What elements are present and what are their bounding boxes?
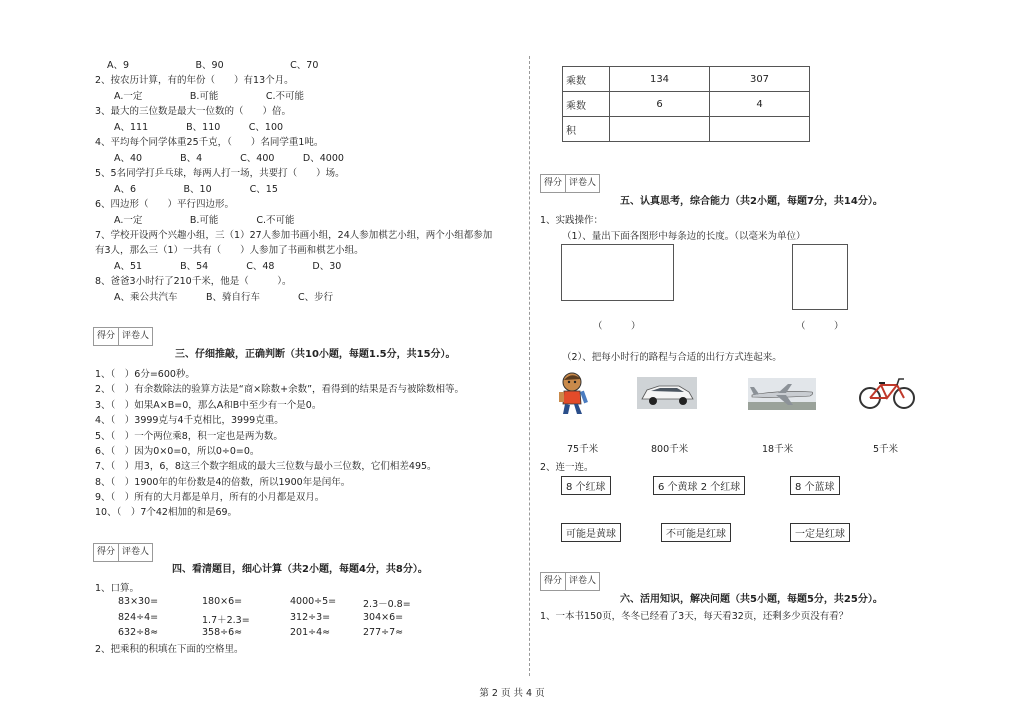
q5-options: A、6 B、10 C、15 xyxy=(95,184,278,195)
calc-cell: 180×6= xyxy=(202,596,243,607)
judge-item: 10、（ ）7个42相加的和是69。 xyxy=(95,507,238,518)
q8-text: 8、爸爸3小时行了210千米，他是（ ）。 xyxy=(95,276,292,287)
product-table xyxy=(562,66,810,142)
judge-item: 2、（ ）有余数除法的验算方法是“商×除数+余数”，看得到的结果是否与被除数相等。 xyxy=(95,384,465,395)
score-label: 得分 xyxy=(541,175,566,192)
probability-box: 可能是黄球 xyxy=(561,523,621,542)
table-cell: 307 xyxy=(710,67,810,92)
table-cell[interactable] xyxy=(610,117,710,142)
score-label: 得分 xyxy=(541,573,566,590)
probability-box: 不可能是红球 xyxy=(661,523,731,542)
q8-options: A、乘公共汽车 B、骑自行车 C、步行 xyxy=(95,292,334,303)
judge-item: 1、（ ）6分=600秒。 xyxy=(95,369,195,380)
calc-cell: 312÷3= xyxy=(290,612,331,623)
table-cell: 4 xyxy=(710,92,810,117)
judge-item: 6、（ ）因为0×0=0，所以0÷0=0。 xyxy=(95,446,260,457)
judge-item: 7、（ ）用3，6，8这三个数字组成的最大三位数与最小三位数，它们相差495。 xyxy=(95,461,437,472)
square-shape xyxy=(792,244,848,310)
judge-item: 9、（ ）所有的大月都是单月，所有的小月都是双月。 xyxy=(95,492,325,503)
q1-options: A、9 B、90 C、70 xyxy=(107,60,319,71)
speed-label: 800千米 xyxy=(651,444,689,455)
problem-1-text: 1、一本书150页，冬冬已经看了3天，每天看32页，还剩多少页没有看？ xyxy=(540,611,849,622)
q6-options: A.一定 B.可能 C.不可能 xyxy=(95,215,295,226)
connect-label: 2、连一连。 xyxy=(540,462,594,473)
column-divider xyxy=(529,56,530,676)
calc-cell: 277÷7≈ xyxy=(363,627,404,638)
calc-cell: 2.3－0.8= xyxy=(363,599,411,610)
calc-cell: 201÷4≈ xyxy=(290,627,331,638)
mental-math-label: 1、口算。 xyxy=(95,583,140,594)
match-instruction: （2）、把每小时行的路程与合适的出行方式连起来。 xyxy=(562,352,782,363)
table-row xyxy=(563,92,810,117)
airplane-icon xyxy=(748,378,816,410)
score-label: 得分 xyxy=(94,544,119,561)
q2-text: 2、按农历计算，有的年份（ ）有13个月。 xyxy=(95,75,294,86)
ball-box: 8 个蓝球 xyxy=(790,476,840,495)
q4-options: A、40 B、4 C、400 D、4000 xyxy=(95,153,344,164)
walking-boy-icon xyxy=(555,371,593,417)
table-cell: 134 xyxy=(610,67,710,92)
section5-title: 五、认真思考，综合能力（共2小题，每题7分，共14分）。 xyxy=(620,196,883,207)
grader-label: 评卷人 xyxy=(122,331,150,341)
ball-box: 6 个黄球 2 个红球 xyxy=(653,476,745,495)
table-row xyxy=(563,117,810,142)
score-box-sec4 xyxy=(93,543,153,562)
score-label: 得分 xyxy=(94,328,119,345)
page-footer: 第 2 页 共 4 页 xyxy=(479,688,545,699)
judge-item: 8、（ ）1900年的年份数是4的倍数，所以1900年是闰年。 xyxy=(95,477,351,488)
ball-box: 8 个红球 xyxy=(561,476,611,495)
speed-label: 18千米 xyxy=(762,444,794,455)
car-icon xyxy=(637,377,697,409)
rectangle-shape xyxy=(561,244,674,301)
judge-item: 3、（ ）如果A×B=0，那么A和B中至少有一个是0。 xyxy=(95,400,322,411)
speed-label: 75千米 xyxy=(567,444,599,455)
calc-cell: 632÷8≈ xyxy=(118,627,159,638)
calc-cell: 824÷4= xyxy=(118,612,159,623)
q2-options: A.一定 B.可能 C.不可能 xyxy=(95,91,305,102)
q2-product-instruction: 2、把乘积的积填在下面的空格里。 xyxy=(95,644,244,655)
table-cell: 积 xyxy=(563,117,610,142)
section4-title: 四、看清题目，细心计算（共2小题，每题4分，共8分）。 xyxy=(172,564,428,575)
practice-label: 1、实践操作： xyxy=(540,215,604,226)
score-box-sec6 xyxy=(540,572,600,591)
answer-paren: （ ） xyxy=(796,321,844,332)
table-cell: 乘数 xyxy=(563,67,610,92)
grader-label: 评卷人 xyxy=(569,576,597,586)
judge-item: 5、（ ）一个两位乘8，积一定也是两为数。 xyxy=(95,431,283,442)
table-cell: 6 xyxy=(610,92,710,117)
q3-options: A、111 B、110 C、100 xyxy=(95,122,284,133)
probability-box: 一定是红球 xyxy=(790,523,850,542)
speed-label: 5千米 xyxy=(873,444,899,455)
section6-title: 六、活用知识，解决问题（共5小题，每题5分，共25分）。 xyxy=(620,594,883,605)
grader-label: 评卷人 xyxy=(122,547,150,557)
score-box-sec3 xyxy=(93,327,153,346)
q3-text: 3、最大的三位数是最大一位数的（ ）倍。 xyxy=(95,106,292,117)
calc-cell: 304×6= xyxy=(363,612,404,623)
calc-cell: 1.7＋2.3= xyxy=(202,615,250,626)
q7-text-line1: 7、学校开设两个兴趣小组，三（1）27人参加书画小组，24人参加棋艺小组，两个小组都参加 xyxy=(95,230,493,241)
q7-text-line2: 有3人，那么三（1）一共有（ ）人参加了书画和棋艺小组。 xyxy=(95,245,364,256)
q4-text: 4、平均每个同学体重25千克，（ ）名同学重1吨。 xyxy=(95,137,324,148)
q6-text: 6、四边形（ ）平行四边形。 xyxy=(95,199,235,210)
q7-options: A、51 B、54 C、48 D、30 xyxy=(95,261,342,272)
table-row xyxy=(563,67,810,92)
table-cell: 乘数 xyxy=(563,92,610,117)
answer-paren: （ ） xyxy=(593,321,641,332)
score-box-sec5 xyxy=(540,174,600,193)
calc-cell: 358÷6≈ xyxy=(202,627,243,638)
judge-item: 4、（ ）3999克与4千克相比，3999克重。 xyxy=(95,415,284,426)
grader-label: 评卷人 xyxy=(569,178,597,188)
calc-cell: 83×30= xyxy=(118,596,159,607)
table-cell[interactable] xyxy=(710,117,810,142)
q5-text: 5、5名同学打乒乓球，每两人打一场，共要打（ ）场。 xyxy=(95,168,345,179)
measure-instruction: （1）、量出下面各图形中每条边的长度。（以毫米为单位） xyxy=(562,231,806,242)
bicycle-icon xyxy=(857,375,917,411)
calc-cell: 4000÷5= xyxy=(290,596,337,607)
section3-title: 三、仔细推敲，正确判断（共10小题，每题1.5分，共15分）。 xyxy=(175,349,456,360)
